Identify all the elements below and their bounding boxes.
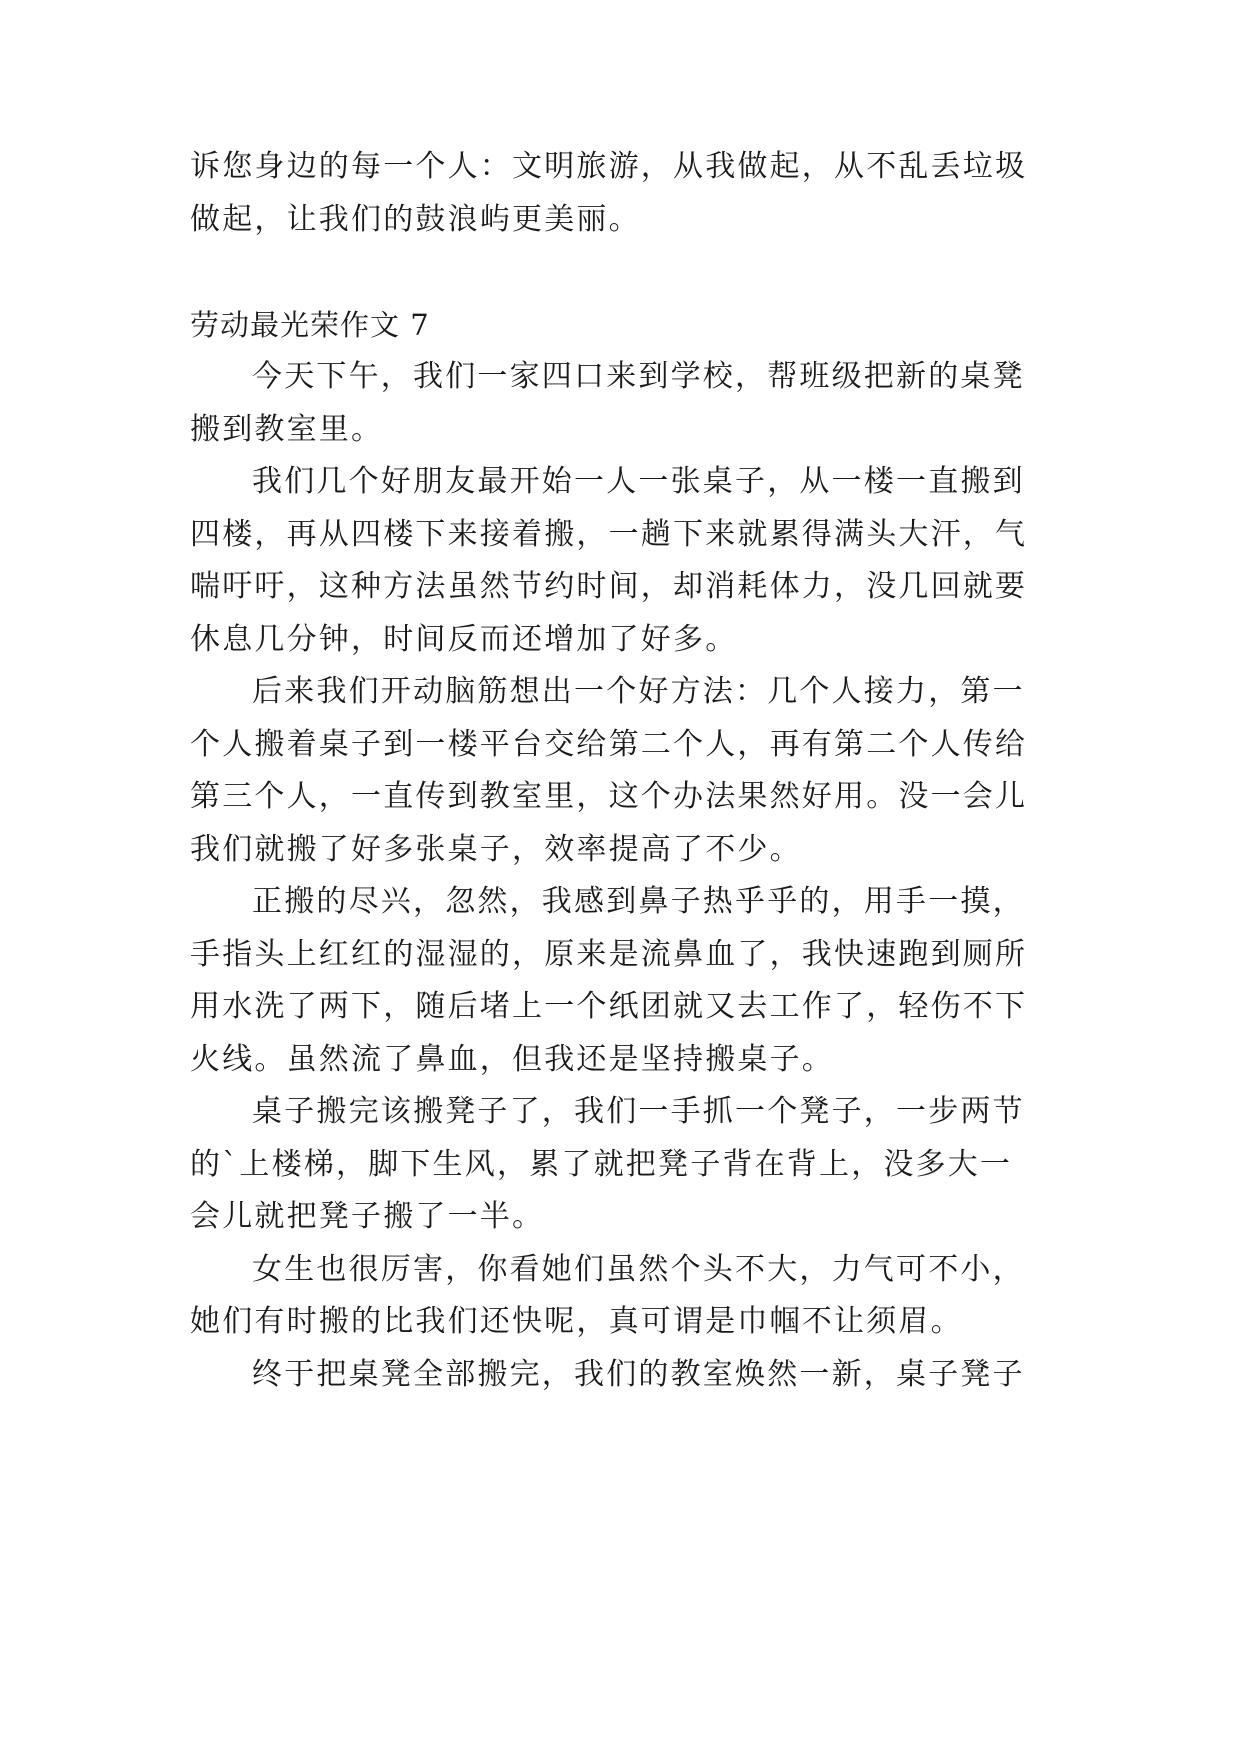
paragraph-line: 今天下午，我们一家四口来到学校，帮班级把新的桌凳: [252, 359, 1025, 394]
paragraph-line: 女生也很厉害，你看她们虽然个头不大，力气可不小，: [252, 1252, 1025, 1287]
paragraph-line: 我们几个好朋友最开始一人一张桌子，从一楼一直搬到: [252, 464, 1025, 499]
paragraph-line: 火线。虽然流了鼻血，但我还是坚持搬桌子。: [190, 1042, 834, 1077]
essay-heading: 劳动最光荣作文 7: [190, 308, 430, 342]
paragraph-line: 她们有时搬的比我们还快呢，真可谓是巾帼不让须眉。: [190, 1304, 963, 1339]
paragraph-line: 会儿就把凳子搬了一半。: [190, 1199, 545, 1234]
paragraph-line: 喘吁吁，这种方法虽然节约时间，却消耗体力，没几回就要: [190, 569, 1028, 604]
paragraph-line: 后来我们开动脑筋想出一个好方法：几个人接力，第一: [252, 674, 1025, 709]
paragraph-line: 手指头上红红的湿湿的，原来是流鼻血了，我快速跑到厕所: [190, 937, 1028, 972]
paragraph-line: 我们就搬了好多张桌子，效率提高了不少。: [190, 832, 802, 867]
paragraph-line: 正搬的尽兴，忽然，我感到鼻子热乎乎的，用手一摸，: [252, 884, 1025, 919]
paragraph-line: 搬到教室里。: [190, 412, 384, 447]
paragraph-line: 第三个人，一直传到教室里，这个办法果然好用。没一会儿: [190, 779, 1028, 814]
paragraph-line: 个人搬着桌子到一楼平台交给第二个人，再有第二个人传给: [190, 727, 1028, 762]
intro-line-2: 做起，让我们的鼓浪屿更美丽。: [190, 202, 641, 237]
paragraph-line: 的`上楼梯，脚下生风，累了就把凳子背在背上，没多大一: [190, 1147, 1013, 1182]
intro-line-1: 诉您身边的每一个人：文明旅游，从我做起，从不乱丢垃圾: [190, 149, 1028, 184]
paragraph-line: 桌子搬完该搬凳子了，我们一手抓一个凳子，一步两节: [252, 1094, 1025, 1129]
paragraph-line: 四楼，再从四楼下来接着搬，一趟下来就累得满头大汗，气: [190, 517, 1028, 552]
paragraph-line: 休息几分钟，时间反而还增加了好多。: [190, 622, 738, 657]
paragraph-line: 终于把桌凳全部搬完，我们的教室焕然一新，桌子凳子: [252, 1357, 1025, 1392]
paragraph-line: 用水洗了两下，随后堵上一个纸团就又去工作了，轻伤不下: [190, 989, 1028, 1024]
